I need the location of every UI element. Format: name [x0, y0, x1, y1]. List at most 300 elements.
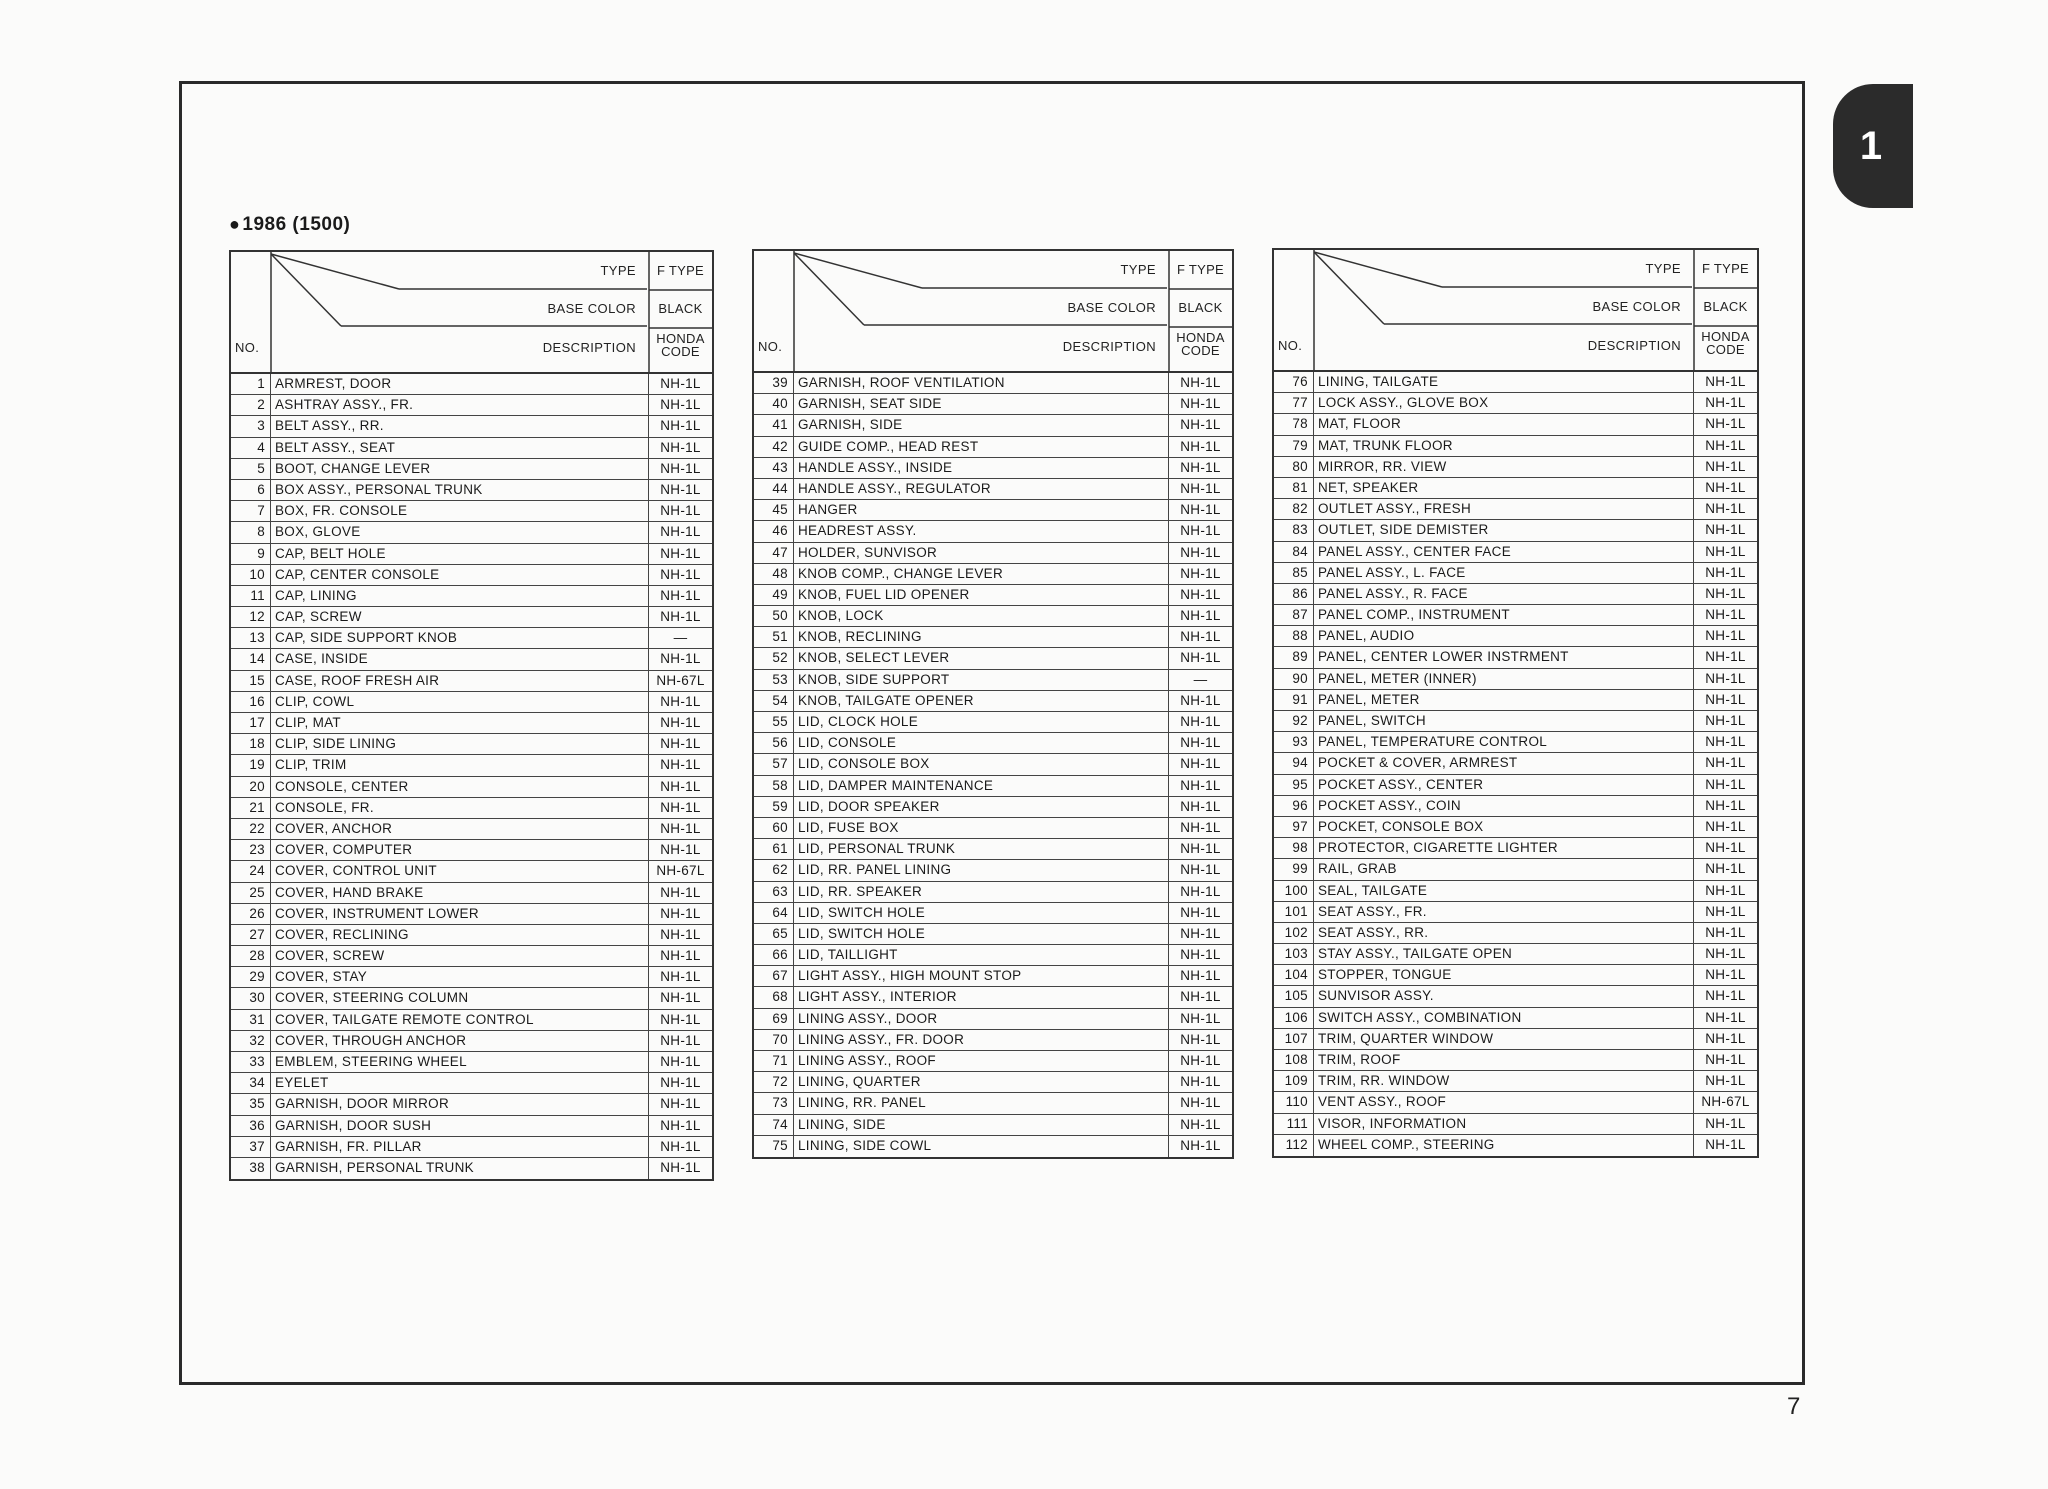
honda-code: NH-1L: [1180, 968, 1221, 984]
honda-code: NH-1L: [660, 736, 701, 752]
table-row: [1274, 436, 1757, 457]
honda-code: NH-1L: [1180, 650, 1221, 666]
table-row: [754, 373, 1232, 394]
part-description: BELT ASSY., RR.: [271, 416, 649, 436]
table-row: [754, 860, 1232, 881]
honda-code: NH-1L: [1180, 1010, 1221, 1026]
part-description: HANGER: [794, 500, 1169, 520]
table-row: [1274, 838, 1757, 859]
part-description: KNOB, SIDE SUPPORT: [794, 670, 1169, 690]
code-label: CODE: [661, 344, 700, 359]
type-value: F TYPE: [1701, 261, 1750, 276]
part-number: 54: [754, 691, 794, 711]
honda-code: NH-1L: [1180, 904, 1221, 920]
part-number: 82: [1274, 499, 1314, 519]
code-label: CODE: [1181, 343, 1220, 358]
part-number: 91: [1274, 690, 1314, 710]
part-number: 68: [754, 987, 794, 1007]
part-description: CONSOLE, FR.: [271, 798, 649, 818]
header-diagonal-lines: [231, 252, 712, 372]
part-description: COVER, RECLINING: [271, 925, 649, 945]
table-row: [1274, 986, 1757, 1007]
part-description: MAT, FLOOR: [1314, 414, 1694, 434]
honda-code: NH-1L: [1705, 861, 1746, 877]
parts-table-1: [229, 250, 714, 1181]
type-label: TYPE: [1120, 262, 1156, 277]
honda-code: NH-1L: [660, 693, 701, 709]
part-description: CONSOLE, CENTER: [271, 777, 649, 797]
table-row: [754, 543, 1232, 564]
part-description: PANEL, AUDIO: [1314, 626, 1694, 646]
table-row: [754, 564, 1232, 585]
table-row: [1274, 626, 1757, 647]
table-row: [754, 818, 1232, 839]
honda-code: NH-1L: [1705, 585, 1746, 601]
table-row: [754, 1072, 1232, 1093]
honda-code: NH-1L: [1180, 608, 1221, 624]
part-number: 55: [754, 712, 794, 732]
part-number: 90: [1274, 669, 1314, 689]
part-number: 10: [231, 565, 271, 585]
part-description: KNOB, RECLINING: [794, 627, 1169, 647]
honda-code: NH-1L: [1180, 735, 1221, 751]
table-row: [754, 521, 1232, 542]
honda-code: NH-1L: [1705, 1009, 1746, 1025]
part-description: CASE, INSIDE: [271, 649, 649, 669]
section-title: [229, 214, 350, 236]
part-description: PANEL, METER: [1314, 690, 1694, 710]
part-number: 22: [231, 819, 271, 839]
honda-code: NH-1L: [1705, 458, 1746, 474]
part-description: LINING ASSY., DOOR: [794, 1009, 1169, 1029]
part-number: 108: [1274, 1050, 1314, 1070]
honda-code-label: [1694, 330, 1757, 356]
table-header: [1274, 250, 1757, 372]
honda-code: NH-1L: [1180, 523, 1221, 539]
honda-code: NH-1L: [660, 524, 701, 540]
table-row: [1274, 796, 1757, 817]
table-row: [1274, 499, 1757, 520]
table-row: [231, 374, 712, 395]
table-header: [754, 251, 1232, 373]
table-row: [754, 627, 1232, 648]
type-label: TYPE: [1645, 261, 1681, 276]
honda-code: NH-1L: [660, 460, 701, 476]
honda-code: NH-1L: [660, 778, 701, 794]
honda-code: NH-1L: [1705, 501, 1746, 517]
part-number: 41: [754, 415, 794, 435]
honda-code: NH-1L: [1180, 714, 1221, 729]
honda-code: NH-1L: [660, 1159, 701, 1175]
part-description: LID, PERSONAL TRUNK: [794, 839, 1169, 859]
part-description: POCKET ASSY., COIN: [1314, 796, 1694, 816]
table-row: [1274, 753, 1757, 774]
table-row: [231, 522, 712, 543]
part-number: 37: [231, 1137, 271, 1157]
table-row: [231, 586, 712, 607]
table-row: [754, 606, 1232, 627]
part-number: 64: [754, 903, 794, 923]
part-number: 46: [754, 521, 794, 541]
chapter-tab: 1: [1833, 84, 1913, 208]
honda-code: NH-1L: [660, 376, 701, 391]
table-row: [231, 1010, 712, 1031]
table-row: [754, 670, 1232, 691]
part-number: 97: [1274, 817, 1314, 837]
part-description: BOOT, CHANGE LEVER: [271, 459, 649, 479]
table-row: [1274, 1008, 1757, 1029]
part-number: 48: [754, 564, 794, 584]
honda-code: NH-1L: [1705, 628, 1746, 644]
table-row: [231, 777, 712, 798]
table-row: [231, 395, 712, 416]
part-description: POCKET ASSY., CENTER: [1314, 775, 1694, 795]
part-number: 62: [754, 860, 794, 880]
table-row: [231, 904, 712, 925]
table-row: [231, 692, 712, 713]
honda-code: NH-1L: [1180, 947, 1221, 963]
honda-code: NH-1L: [1180, 1095, 1221, 1111]
part-description: LINING, SIDE COWL: [794, 1136, 1169, 1157]
part-number: 101: [1274, 902, 1314, 922]
parts-table-3: [1272, 248, 1759, 1158]
honda-code: NH-1L: [660, 1054, 701, 1069]
part-description: COVER, SCREW: [271, 946, 649, 966]
table-row: [231, 946, 712, 967]
table-row: [754, 394, 1232, 415]
part-description: LID, CONSOLE BOX: [794, 754, 1169, 774]
table-row: [1274, 944, 1757, 965]
part-number: 96: [1274, 796, 1314, 816]
part-description: COVER, ANCHOR: [271, 819, 649, 839]
table-row: [231, 925, 712, 946]
table-row: [1274, 690, 1757, 711]
part-description: TRIM, ROOF: [1314, 1050, 1694, 1070]
part-description: LID, RR. PANEL LINING: [794, 860, 1169, 880]
honda-code: NH-67L: [1701, 1094, 1750, 1110]
part-number: 20: [231, 777, 271, 797]
part-description: COVER, INSTRUMENT LOWER: [271, 904, 649, 924]
honda-code: NH-1L: [1705, 564, 1746, 580]
part-number: 76: [1274, 372, 1314, 392]
table-row: [231, 544, 712, 565]
table-row: [231, 1052, 712, 1073]
base-color-value: BLACK: [1703, 299, 1748, 314]
part-description: HANDLE ASSY., REGULATOR: [794, 479, 1169, 499]
part-description: OUTLET, SIDE DEMISTER: [1314, 520, 1694, 540]
part-description: TRIM, RR. WINDOW: [1314, 1071, 1694, 1091]
table-row: [231, 565, 712, 586]
part-number: 70: [754, 1030, 794, 1050]
description-label: DESCRIPTION: [1062, 339, 1156, 354]
part-number: 38: [231, 1158, 271, 1179]
part-number: 49: [754, 585, 794, 605]
honda-code: —: [1193, 671, 1208, 687]
table-row: [754, 1009, 1232, 1030]
part-number: 12: [231, 607, 271, 627]
part-description: COVER, STEERING COLUMN: [271, 988, 649, 1008]
table-row: [754, 1030, 1232, 1051]
description-label: DESCRIPTION: [542, 340, 636, 355]
honda-code: NH-1L: [1705, 543, 1746, 559]
part-description: LINING, SIDE: [794, 1115, 1169, 1135]
part-description: PANEL, METER (INNER): [1314, 669, 1694, 689]
part-description: KNOB, TAILGATE OPENER: [794, 691, 1169, 711]
table-row: [754, 987, 1232, 1008]
table-row: [754, 691, 1232, 712]
part-description: HANDLE ASSY., INSIDE: [794, 458, 1169, 478]
part-description: CASE, ROOF FRESH AIR: [271, 671, 649, 691]
honda-code: NH-1L: [660, 1117, 701, 1133]
part-description: GARNISH, SIDE: [794, 415, 1169, 435]
honda-code: NH-1L: [1705, 437, 1746, 453]
honda-code: NH-1L: [1180, 692, 1221, 708]
honda-code: NH-1L: [1180, 798, 1221, 814]
table-row: [1274, 584, 1757, 605]
type-value: F TYPE: [1176, 262, 1225, 277]
part-number: 102: [1274, 923, 1314, 943]
part-number: 59: [754, 797, 794, 817]
part-number: 5: [231, 459, 271, 479]
part-number: 66: [754, 945, 794, 965]
part-number: 15: [231, 671, 271, 691]
part-number: 50: [754, 606, 794, 626]
table-row: [231, 967, 712, 988]
honda-code: NH-1L: [1180, 629, 1221, 645]
part-description: KNOB, LOCK: [794, 606, 1169, 626]
part-number: 2: [231, 395, 271, 415]
table-row: [754, 1136, 1232, 1157]
honda-code: NH-1L: [660, 757, 701, 773]
part-description: STAY ASSY., TAILGATE OPEN: [1314, 944, 1694, 964]
table-row: [1274, 1029, 1757, 1050]
table-row: [754, 500, 1232, 521]
table-row: [231, 607, 712, 628]
honda-code: NH-1L: [1705, 1115, 1746, 1131]
table-row: [231, 501, 712, 522]
part-number: 26: [231, 904, 271, 924]
part-number: 83: [1274, 520, 1314, 540]
part-description: COVER, TAILGATE REMOTE CONTROL: [271, 1010, 649, 1030]
table-row: [1274, 520, 1757, 541]
part-description: EYELET: [271, 1073, 649, 1093]
table-row: [754, 415, 1232, 436]
table-row: [1274, 457, 1757, 478]
honda-code: NH-1L: [1705, 522, 1746, 538]
part-description: POCKET, CONSOLE BOX: [1314, 817, 1694, 837]
type-value: F TYPE: [656, 263, 705, 278]
part-number: 19: [231, 755, 271, 775]
table-row: [754, 1115, 1232, 1136]
part-number: 60: [754, 818, 794, 838]
table-row: [754, 458, 1232, 479]
part-number: 69: [754, 1009, 794, 1029]
part-number: 47: [754, 543, 794, 563]
table-row: [231, 988, 712, 1009]
part-number: 67: [754, 966, 794, 986]
table-row: [754, 924, 1232, 945]
part-number: 24: [231, 861, 271, 881]
part-number: 33: [231, 1052, 271, 1072]
part-description: TRIM, QUARTER WINDOW: [1314, 1029, 1694, 1049]
part-description: GARNISH, DOOR MIRROR: [271, 1094, 649, 1114]
honda-code: NH-1L: [660, 651, 701, 667]
header-diagonal-lines: [1274, 250, 1757, 370]
part-number: 87: [1274, 605, 1314, 625]
part-description: COVER, THROUGH ANCHOR: [271, 1031, 649, 1051]
part-number: 34: [231, 1073, 271, 1093]
base-color-value: BLACK: [658, 301, 703, 316]
honda-code: NH-1L: [1705, 818, 1746, 834]
part-number: 43: [754, 458, 794, 478]
part-number: 39: [754, 373, 794, 393]
part-description: CLIP, SIDE LINING: [271, 734, 649, 754]
part-description: PANEL COMP., INSTRUMENT: [1314, 605, 1694, 625]
part-description: LIGHT ASSY., HIGH MOUNT STOP: [794, 966, 1169, 986]
part-number: 73: [754, 1093, 794, 1113]
table-row: [754, 648, 1232, 669]
part-number: 71: [754, 1051, 794, 1071]
table-row: [231, 840, 712, 861]
part-number: 107: [1274, 1029, 1314, 1049]
honda-code: NH-1L: [660, 905, 701, 921]
honda-code: NH-1L: [1180, 1031, 1221, 1047]
honda-code: NH-1L: [1705, 1136, 1746, 1152]
honda-code: NH-67L: [656, 863, 705, 879]
table-row: [1274, 902, 1757, 923]
table-row: [1274, 1071, 1757, 1092]
part-description: VISOR, INFORMATION: [1314, 1114, 1694, 1134]
honda-code: NH-1L: [1180, 819, 1221, 835]
table-row: [754, 797, 1232, 818]
base-color-label: BASE COLOR: [1592, 299, 1681, 314]
part-description: SEAT ASSY., RR.: [1314, 923, 1694, 943]
part-description: GARNISH, SEAT SIDE: [794, 394, 1169, 414]
part-number: 25: [231, 883, 271, 903]
honda-code: NH-1L: [1180, 586, 1221, 602]
part-number: 3: [231, 416, 271, 436]
table-row: [231, 734, 712, 755]
table-header: [231, 252, 712, 374]
honda-code: NH-67L: [656, 672, 705, 688]
part-description: LID, TAILLIGHT: [794, 945, 1169, 965]
part-description: KNOB, SELECT LEVER: [794, 648, 1169, 668]
part-description: CAP, CENTER CONSOLE: [271, 565, 649, 585]
honda-code: NH-1L: [660, 609, 701, 625]
part-description: LINING, RR. PANEL: [794, 1093, 1169, 1113]
bullet-icon: ●: [229, 214, 241, 234]
part-number: 100: [1274, 881, 1314, 901]
section-title-text: 1986 (1500): [242, 214, 351, 235]
table-row: [754, 1051, 1232, 1072]
table-row: [1274, 372, 1757, 393]
part-description: COVER, CONTROL UNIT: [271, 861, 649, 881]
part-description: COVER, HAND BRAKE: [271, 883, 649, 903]
table-row: [1274, 923, 1757, 944]
honda-code: NH-1L: [1705, 713, 1746, 728]
part-number: 105: [1274, 986, 1314, 1006]
part-description: MAT, TRUNK FLOOR: [1314, 436, 1694, 456]
table-row: [1274, 1092, 1757, 1113]
honda-code: NH-1L: [660, 990, 701, 1006]
part-number: 85: [1274, 563, 1314, 583]
part-description: PANEL ASSY., R. FACE: [1314, 584, 1694, 604]
table-row: [754, 882, 1232, 903]
part-description: CAP, SIDE SUPPORT KNOB: [271, 628, 649, 648]
honda-code: NH-1L: [660, 715, 701, 730]
table-row: [754, 712, 1232, 733]
part-description: LID, SWITCH HOLE: [794, 924, 1169, 944]
no-label: NO.: [1278, 338, 1303, 353]
table-row: [1274, 817, 1757, 838]
honda-code: NH-1L: [1705, 882, 1746, 898]
honda-code: NH-1L: [1705, 649, 1746, 665]
part-number: 8: [231, 522, 271, 542]
honda-code-label: [649, 332, 712, 358]
honda-code: NH-1L: [660, 799, 701, 815]
part-description: PROTECTOR, CIGARETTE LIGHTER: [1314, 838, 1694, 858]
honda-code: NH-1L: [1705, 607, 1746, 623]
part-description: LID, RR. SPEAKER: [794, 882, 1169, 902]
part-description: KNOB, FUEL LID OPENER: [794, 585, 1169, 605]
part-number: 21: [231, 798, 271, 818]
honda-code: NH-1L: [660, 842, 701, 858]
part-description: PANEL, SWITCH: [1314, 711, 1694, 731]
part-description: LOCK ASSY., GLOVE BOX: [1314, 393, 1694, 413]
part-number: 23: [231, 840, 271, 860]
no-label: NO.: [758, 339, 783, 354]
part-number: 14: [231, 649, 271, 669]
honda-code: NH-1L: [660, 481, 701, 497]
honda-code: NH-1L: [660, 439, 701, 455]
parts-table-2: [752, 249, 1234, 1159]
part-description: LINING, TAILGATE: [1314, 372, 1694, 392]
table-row: [754, 945, 1232, 966]
part-number: 51: [754, 627, 794, 647]
honda-code: NH-1L: [1180, 756, 1221, 772]
table-row: [231, 1031, 712, 1052]
honda-code: NH-1L: [1180, 417, 1221, 433]
part-number: 31: [231, 1010, 271, 1030]
table-row: [231, 649, 712, 670]
honda-code: NH-1L: [660, 1075, 701, 1091]
part-number: 65: [754, 924, 794, 944]
table-row: [754, 585, 1232, 606]
part-description: MIRROR, RR. VIEW: [1314, 457, 1694, 477]
part-number: 36: [231, 1116, 271, 1136]
part-description: LID, FUSE BOX: [794, 818, 1169, 838]
part-description: GARNISH, FR. PILLAR: [271, 1137, 649, 1157]
part-number: 7: [231, 501, 271, 521]
table-row: [231, 459, 712, 480]
honda-code: NH-1L: [1705, 776, 1746, 792]
table-row: [231, 628, 712, 649]
honda-code: NH-1L: [660, 969, 701, 985]
part-description: PANEL, TEMPERATURE CONTROL: [1314, 732, 1694, 752]
table-row: [231, 671, 712, 692]
part-number: 84: [1274, 542, 1314, 562]
honda-code: NH-1L: [660, 1011, 701, 1027]
part-description: ARMREST, DOOR: [271, 374, 649, 394]
part-description: SWITCH ASSY., COMBINATION: [1314, 1008, 1694, 1028]
honda-code: NH-1L: [1705, 797, 1746, 813]
table-row: [1274, 563, 1757, 584]
table-row: [1274, 775, 1757, 796]
honda-code: NH-1L: [1180, 777, 1221, 793]
part-number: 74: [754, 1115, 794, 1135]
part-description: LIGHT ASSY., INTERIOR: [794, 987, 1169, 1007]
table-row: [231, 1158, 712, 1179]
